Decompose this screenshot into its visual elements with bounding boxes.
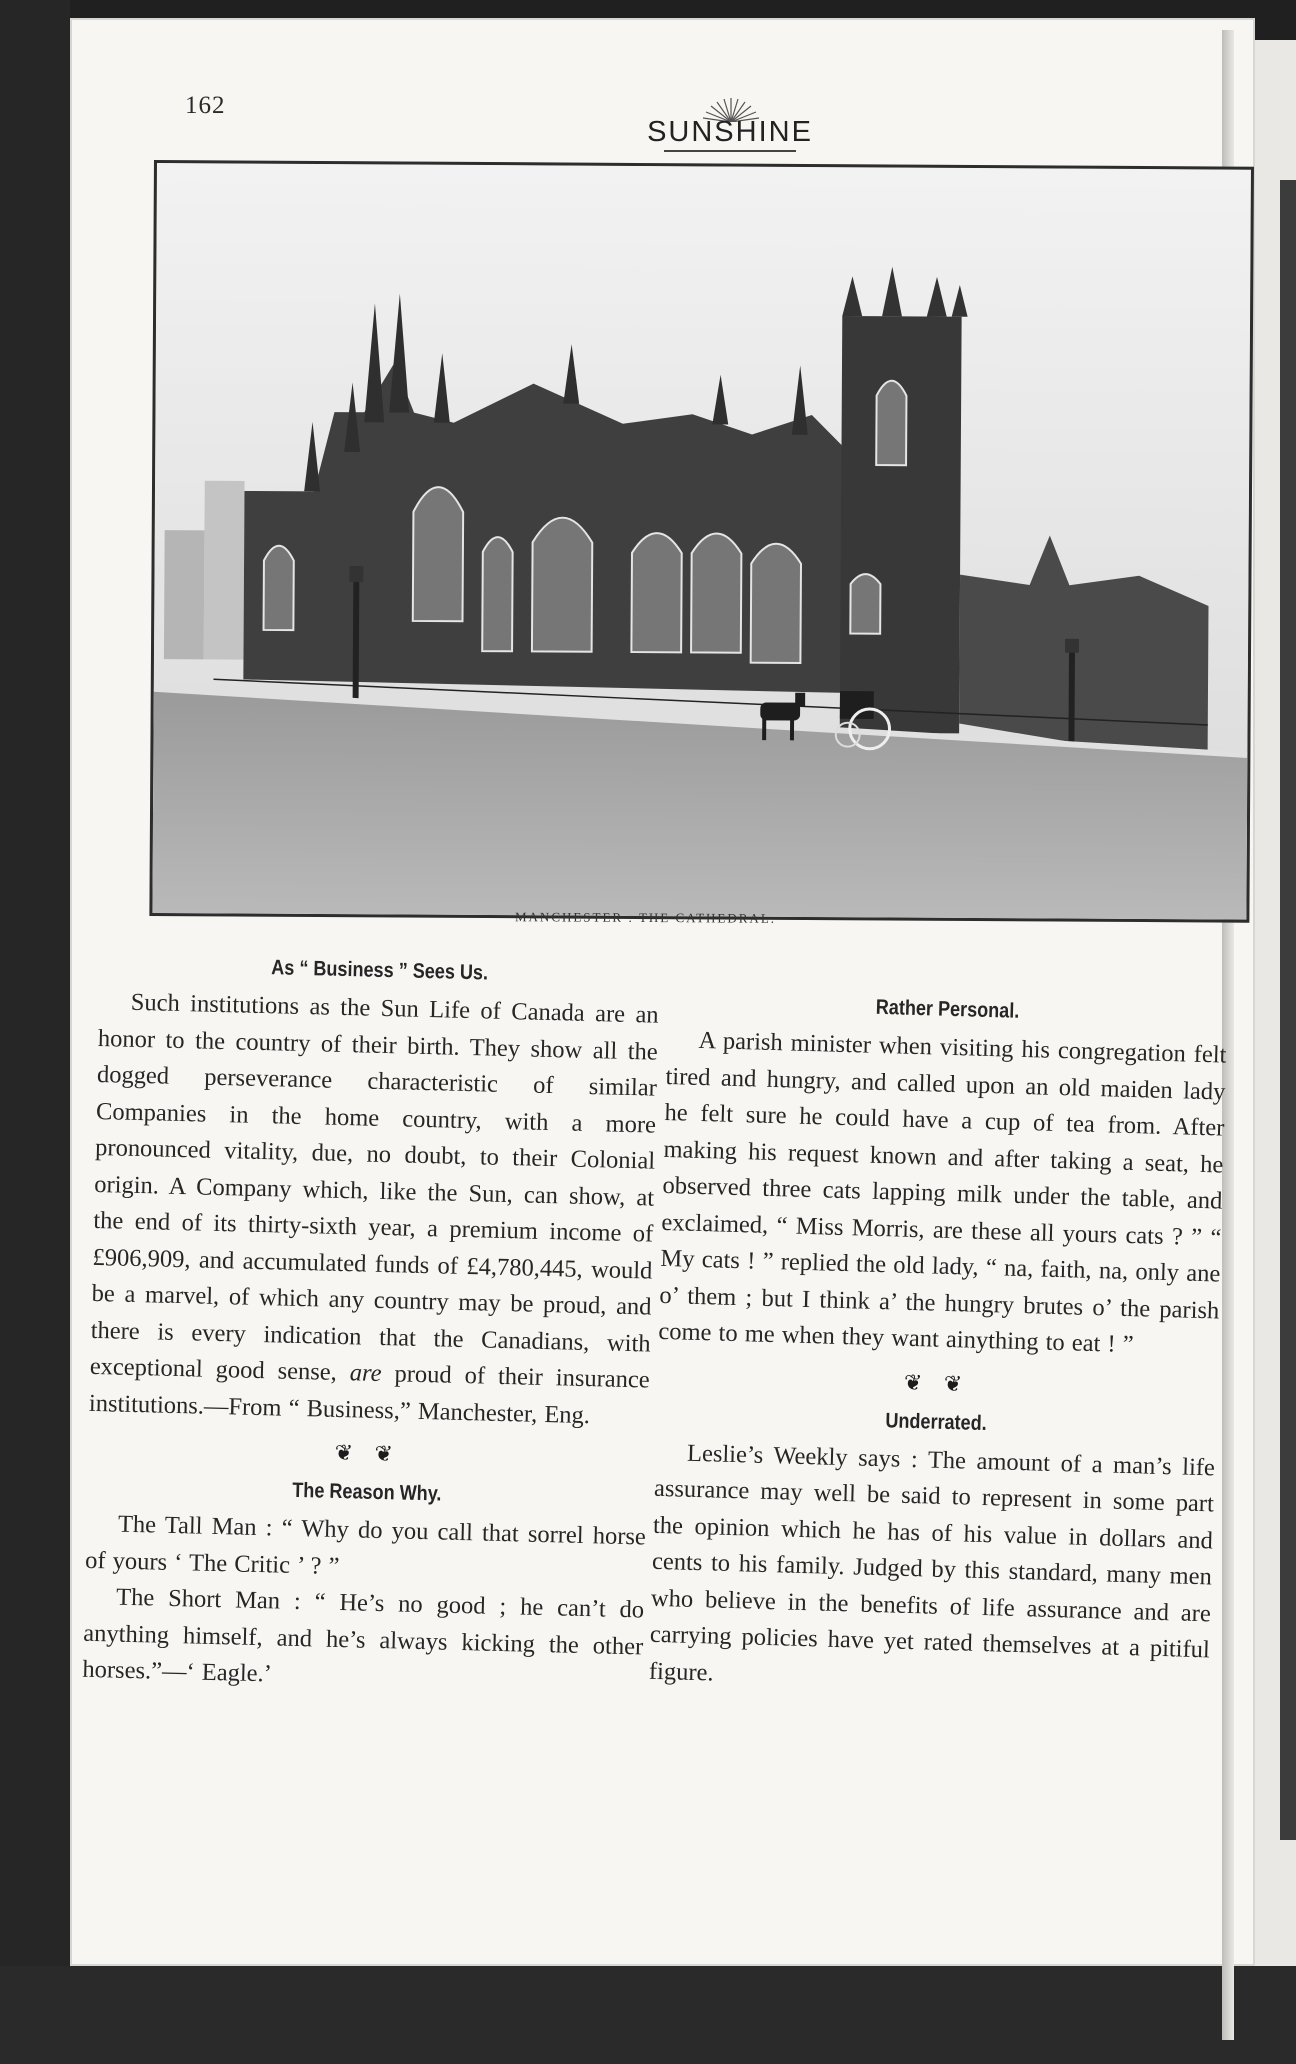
masthead (620, 96, 840, 156)
facing-page-photo-edge (1280, 180, 1296, 1840)
business-text-part-1: Such institutions as the Sun Life of Canada are an honor to the country of their birth. They show all the dogged perseverance characteristic of similar Companies in the home country, with a more pronounced vitality, due, no doubt, to their Colonial origin. A Company which, like the Sun, can show, at the end of its thirty-sixth year, a premium income of £906,909, and accumulated funds of £4,780,445, would be a marvel, of which any country may be proud, and there is every indication that the Canadians, with exceptional good sense, (89, 988, 659, 1387)
masthead-title: SUNSHINE (647, 116, 813, 148)
cathedral-illustration (152, 163, 1251, 920)
article-body-business (89, 984, 660, 1436)
leaf-ornament: ❦ ❦ (334, 1439, 402, 1467)
left-column (82, 952, 660, 1702)
leaf-ornament: ❦ ❦ (903, 1369, 971, 1397)
article-heading-underrated: Underrated. (885, 1408, 988, 1435)
business-text-part-2: proud of their insurance institutions.—From “ Business,” Manchester, Eng. (88, 1360, 651, 1429)
article-heading-business: As “ Business ” Sees Us. (270, 956, 489, 985)
scan-background-bottom (0, 1966, 1296, 2064)
article-body-reason-why-1: The Tall Man : “ Why do you call that sorrel horse of yours ‘ The Critic ’ ? ” (84, 1510, 647, 1580)
photo-caption: MANCHESTER : THE CATHEDRAL. (514, 909, 777, 926)
article-body-underrated: Leslie’s Weekly says : The amount of a man’s life assurance may well be said to represent in some part the opinion which he has of his value in dollars and cents to his family. Judged by this standard, many men who believe in the benefits of life assurance and are carrying policies have yet rated themselves at a pitiful figure. (648, 1439, 1216, 1687)
article-body-rather-personal: A parish minister when visiting his congregation felt tired and hungry, and called upon an old maiden lady he felt sure he could have a cup of tea from. After making his request known and after taking a seat, he observed three cats lapping milk under the table, and exclaimed, “ Miss Morris, are these all yours cats ? ” “ My cats ! ” replied the old lady, “ na, faith, na, only ane o’ them ; but I think a’ the hungry brutes o’ the parish come to me when they want ainything to eat ! ” (658, 1026, 1227, 1359)
masthead-rule (664, 150, 796, 152)
page-number: 162 (185, 92, 226, 119)
right-column (648, 990, 1227, 1705)
scan-background-left (0, 0, 70, 2064)
article-body-reason-why-2: The Short Man : “ He’s no good ; he can’t do anything himself, and he’s always kicking the other horses.”—‘ Eagle.’ (82, 1583, 645, 1688)
article-heading-reason-why: The Reason Why. (292, 1478, 442, 1506)
business-text-italic: are (349, 1359, 382, 1388)
cathedral-photograph (149, 160, 1254, 923)
article-heading-rather-personal: Rather Personal. (875, 995, 1020, 1023)
